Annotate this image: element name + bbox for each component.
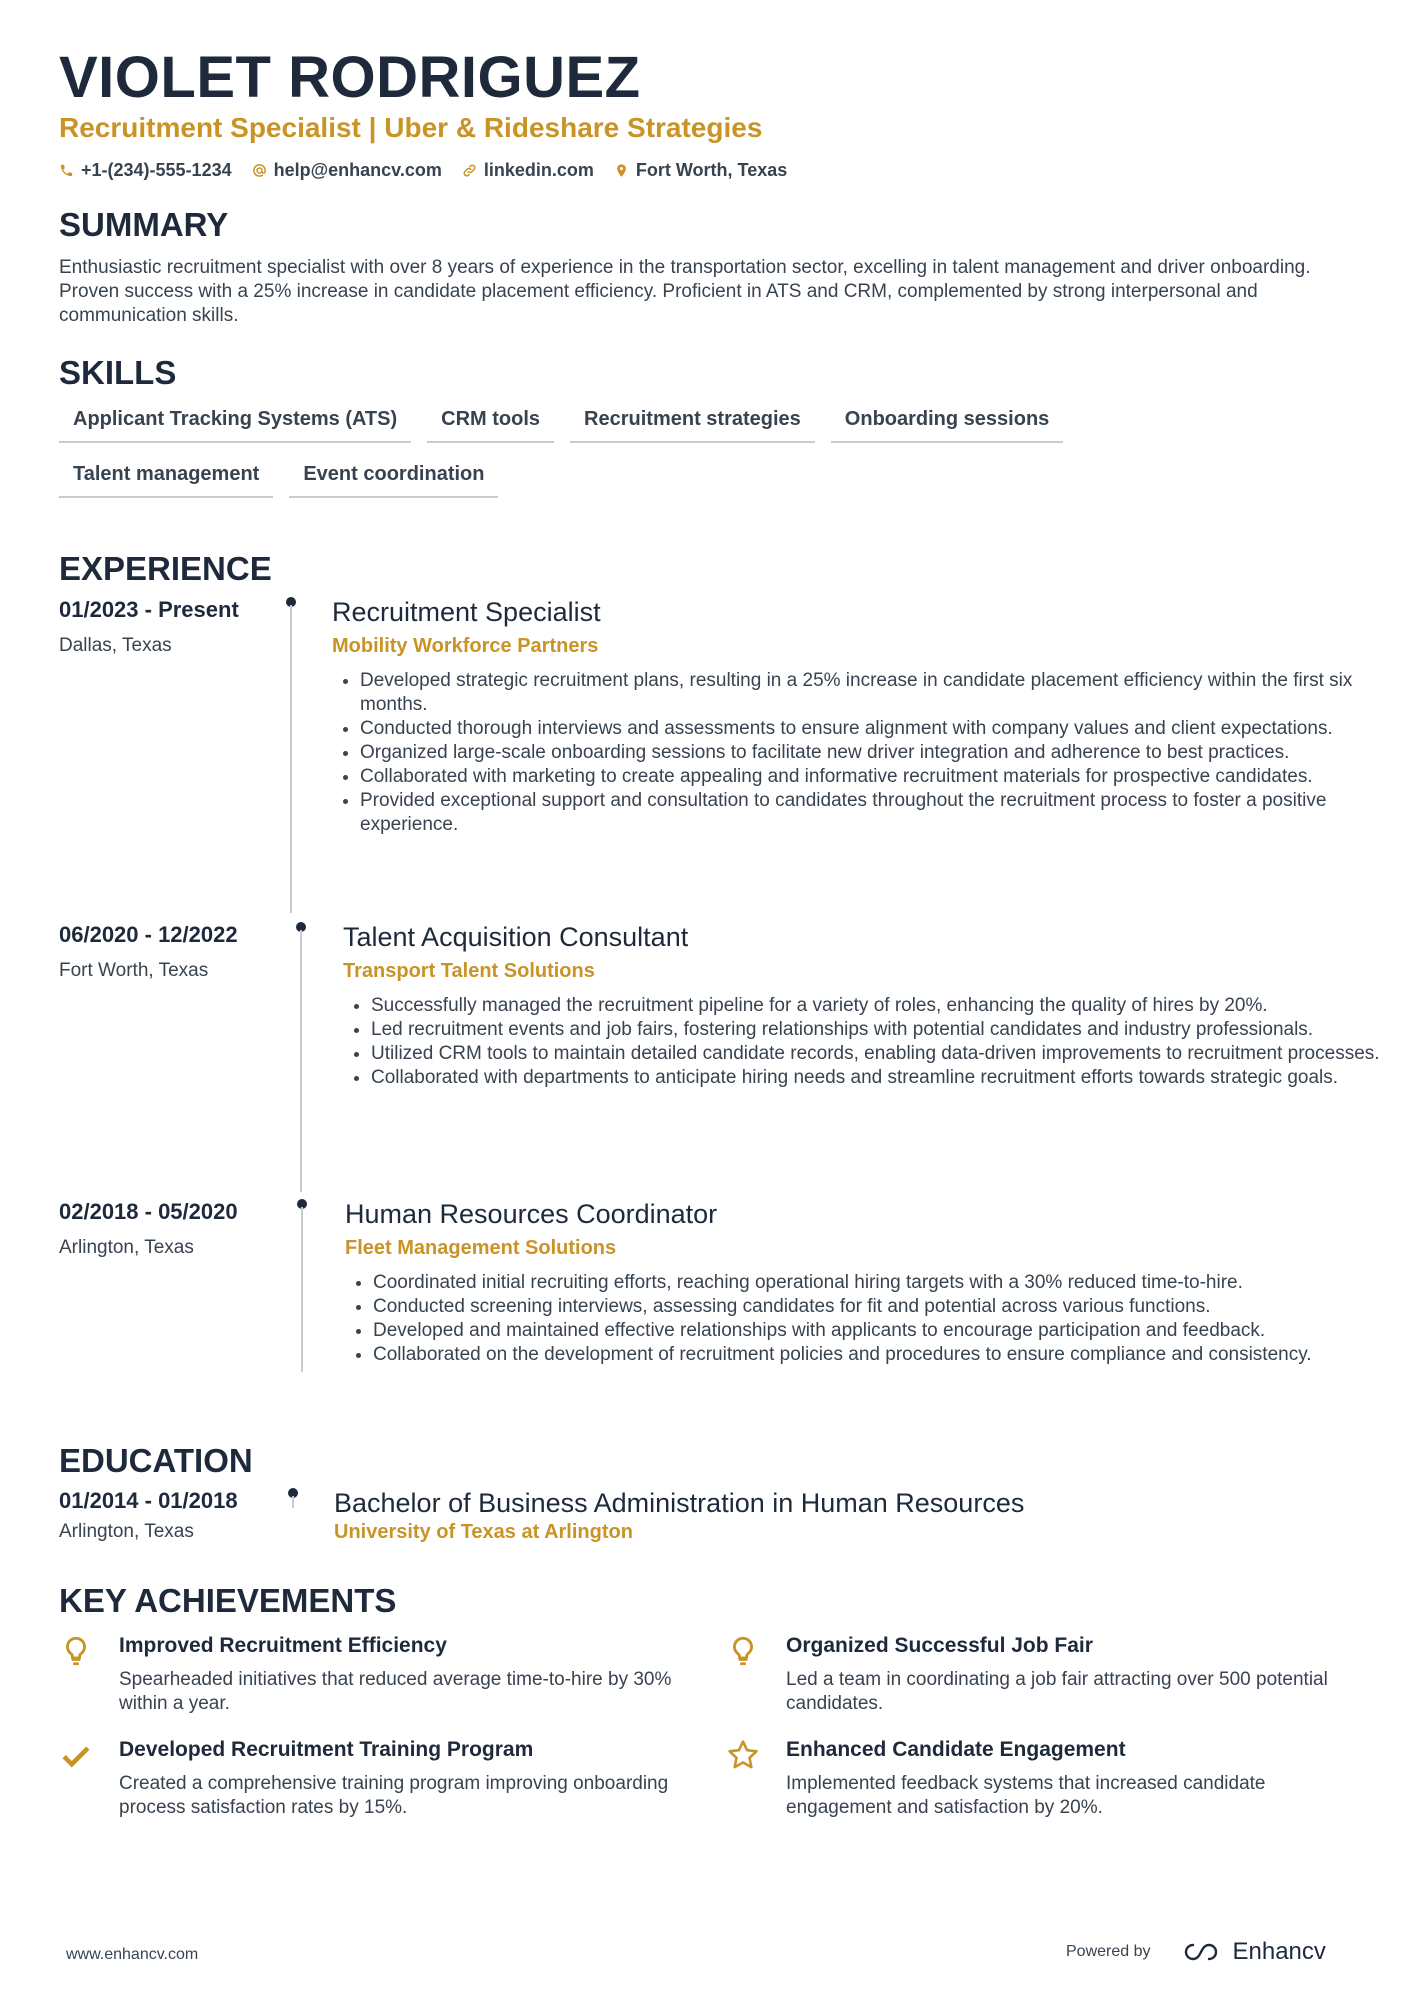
experience-company: Fleet Management Solutions (345, 1237, 617, 1259)
achievement-desc: Implemented feedback systems that increased candidate engagement and satisfaction by 20%. (786, 1773, 1266, 1818)
bullet-item: • Utilized CRM tools to maintain detailed candidate records, enabling data-driven improvements to recruitment processes. (371, 1042, 1403, 1066)
experience-bullets (345, 1271, 1405, 1367)
footer-website-link[interactable]: www.enhancv.com (66, 1946, 199, 1963)
experience-company: Transport Talent Solutions (343, 960, 595, 982)
experience-bullets (343, 994, 1403, 1090)
skill-tag: Applicant Tracking Systems (ATS) (59, 408, 411, 443)
experience-location: Fort Worth, Texas (59, 960, 209, 981)
timeline-line (290, 605, 292, 913)
contact-email[interactable] (252, 160, 442, 181)
enhancv-logo-icon (1179, 1939, 1225, 1965)
skill-tag: CRM tools (427, 408, 554, 443)
experience-role: Talent Acquisition Consultant (343, 922, 689, 952)
contact-email-text: help@enhancv.com (273, 160, 442, 180)
contact-bar (59, 160, 787, 181)
checkmark-icon (59, 1738, 93, 1772)
bullet-item: • Successfully managed the recruitment pipeline for a variety of roles, enhancing the quality of hires by 20%. (371, 994, 1403, 1018)
experience-role: Human Resources Coordinator (345, 1199, 718, 1229)
experience-entry (59, 922, 1380, 1192)
timeline-line (301, 1207, 303, 1372)
skill-tag: Recruitment strategies (570, 408, 815, 443)
skill-tag: Event coordination (289, 463, 498, 498)
enhancv-logo-text: Enhancv (1232, 1938, 1326, 1965)
summary-heading: SUMMARY (59, 206, 229, 243)
contact-phone[interactable] (59, 160, 232, 181)
experience-entry (59, 1199, 1359, 1439)
achievement-desc: Created a comprehensive training program improving onboarding process satisfaction rates by 15%. (119, 1773, 669, 1818)
contact-linkedin[interactable] (462, 160, 594, 181)
education-location: Arlington, Texas (59, 1521, 194, 1542)
contact-linkedin-text: linkedin.com (483, 160, 594, 180)
experience-location: Dallas, Texas (59, 635, 172, 656)
experience-bullets (332, 669, 1410, 837)
bullet-item: • Coordinated initial recruiting efforts, reaching operational hiring targets with a 30% reduced time-to-hire. (373, 1271, 1405, 1295)
location-pin-icon (614, 163, 629, 178)
experience-date: 01/2023 - Present (59, 597, 239, 622)
skills-heading: SKILLS (59, 354, 177, 391)
experience-entry (59, 597, 1359, 917)
experience-role: Recruitment Specialist (332, 597, 601, 627)
contact-location-text: Fort Worth, Texas (635, 160, 788, 180)
experience-location: Arlington, Texas (59, 1237, 194, 1258)
bullet-item: • Collaborated on the development of recruitment policies and procedures to ensure compliance and consistency. (373, 1343, 1405, 1367)
candidate-title: Recruitment Specialist | Uber & Rideshare Strategies (59, 112, 763, 143)
achievement-title: Organized Successful Job Fair (786, 1634, 1093, 1657)
bullet-item: • Organized large-scale onboarding sessions to facilitate new driver integration and adherence to best practices. (360, 741, 1410, 765)
achievement-desc: Led a team in coordinating a job fair attracting over 500 potential candidates. (786, 1669, 1328, 1714)
lightbulb-icon (59, 1634, 93, 1668)
at-icon (252, 163, 267, 178)
summary-text: Enthusiastic recruitment specialist with over 8 years of experience in the transportation sector, excelling in talent management and driver onboarding. Proven success with a 25% increase in candidate placement efficiency. Proficient in ATS and CRM, complemented by strong interpersonal and communication skills. (59, 257, 1311, 326)
skills-list (59, 408, 1159, 498)
bullet-item: • Conducted thorough interviews and assessments to ensure alignment with company values and client expectations. (360, 717, 1410, 741)
experience-heading: EXPERIENCE (59, 550, 272, 587)
timeline-line (300, 930, 302, 1192)
bullet-item: • Developed and maintained effective relationships with applicants to encourage participation and feedback. (373, 1319, 1405, 1343)
bullet-item: • Led recruitment events and job fairs, fostering relationships with potential candidates and industry professionals. (371, 1018, 1403, 1042)
phone-icon (59, 163, 74, 178)
education-school: University of Texas at Arlington (334, 1521, 633, 1543)
achievement-desc: Spearheaded initiatives that reduced average time-to-hire by 30% within a year. (119, 1669, 672, 1714)
powered-by-label: Powered by (1066, 1943, 1151, 1960)
link-icon (462, 163, 477, 178)
education-date: 01/2014 - 01/2018 (59, 1488, 238, 1513)
bullet-item: • Collaborated with departments to anticipate hiring needs and streamline recruitment efforts towards strategic goals. (371, 1066, 1403, 1090)
achievements-heading: KEY ACHIEVEMENTS (59, 1582, 397, 1619)
experience-date: 06/2020 - 12/2022 (59, 922, 238, 947)
achievement-title: Developed Recruitment Training Program (119, 1738, 534, 1761)
skill-tag: Onboarding sessions (831, 408, 1063, 443)
bullet-item: • Developed strategic recruitment plans, resulting in a 25% increase in candidate placement efficiency within the first six months. (360, 669, 1410, 717)
skill-tag: Talent management (59, 463, 273, 498)
contact-phone-text: +1-(234)-555-1234 (81, 160, 232, 180)
lightbulb-icon (726, 1634, 760, 1668)
star-icon (726, 1738, 760, 1772)
footer-branding (1066, 1938, 1326, 1966)
bullet-item: • Collaborated with marketing to create appealing and informative recruitment materials for prospective candidates. (360, 765, 1410, 789)
achievement-title: Enhanced Candidate Engagement (786, 1738, 1126, 1761)
timeline-line (292, 1496, 294, 1508)
education-degree: Bachelor of Business Administration in Human Resources (334, 1488, 1025, 1518)
education-heading: EDUCATION (59, 1442, 253, 1479)
achievement-title: Improved Recruitment Efficiency (119, 1634, 447, 1657)
experience-date: 02/2018 - 05/2020 (59, 1199, 238, 1224)
enhancv-logo[interactable] (1179, 1938, 1326, 1966)
education-entry (59, 1488, 1359, 1558)
bullet-item: • Provided exceptional support and consultation to candidates throughout the recruitment process to foster a positive experience. (360, 789, 1410, 837)
bullet-item: • Conducted screening interviews, assessing candidates for fit and potential across various functions. (373, 1295, 1405, 1319)
candidate-name: VIOLET RODRIGUEZ (59, 45, 641, 110)
contact-location (614, 160, 787, 181)
experience-company: Mobility Workforce Partners (332, 635, 599, 657)
